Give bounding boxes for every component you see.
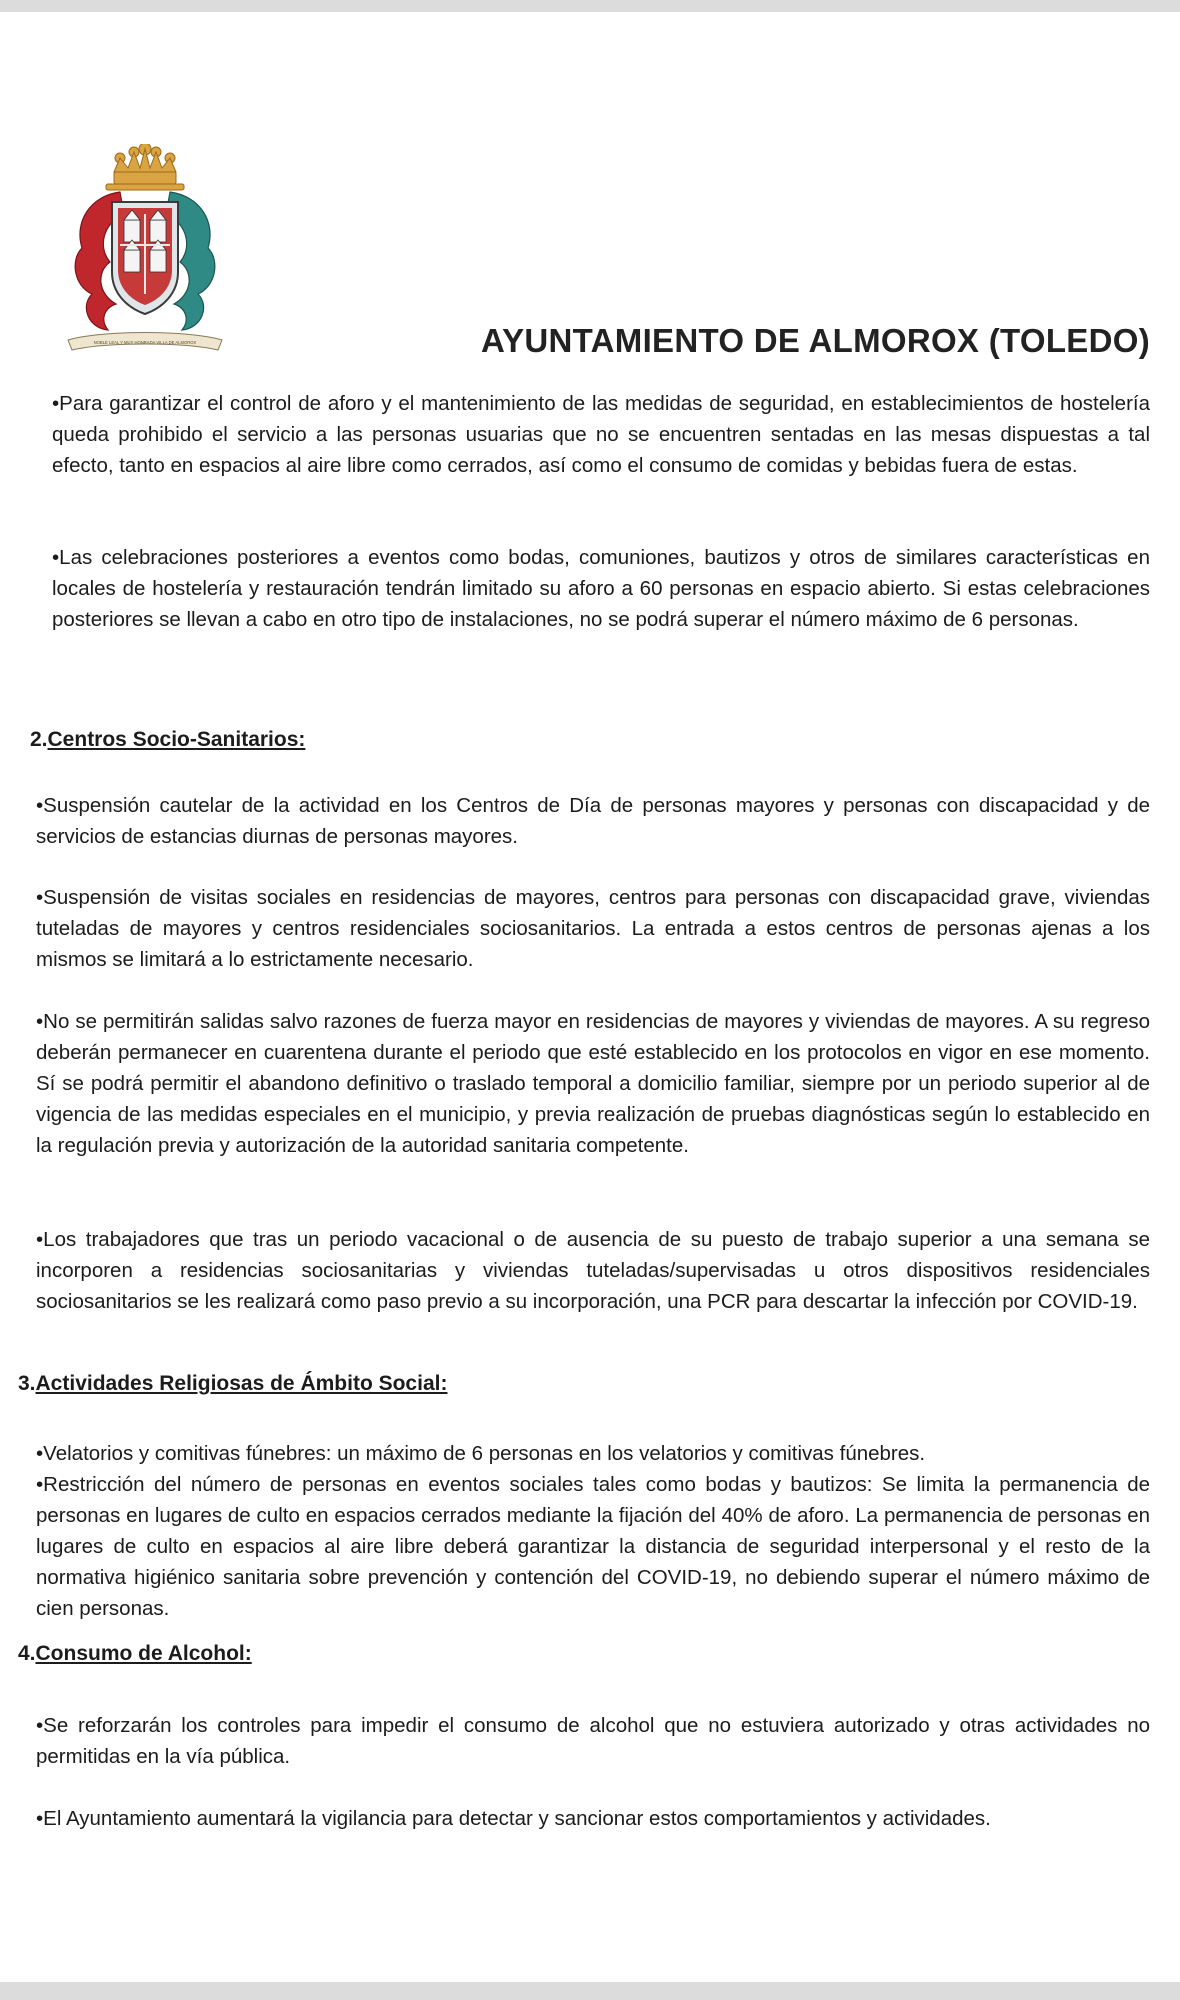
section-item: •Suspensión de visitas sociales en residencias de mayores, centros para personas con discapacidad grave, viviendas tuteladas de mayores y centros residenciales sociosanitarios. La entrada a estos centros de personas ajenas a los mismos se limitará a lo estrictamente necesario. [36,886,1150,971]
section-heading-3 [18,1372,447,1396]
section-item: •Suspensión cautelar de la actividad en los Centros de Día de personas mayores y personas con discapacidad y de servicios de estancias diurnas de personas mayores. [36,794,1150,848]
section-title: Consumo de Alcohol: [35,1642,252,1665]
document-title: AYUNTAMIENTO DE ALMOROX (TOLEDO) [480,322,1150,359]
section-heading-2 [30,728,305,752]
intro-paragraph: •Para garantizar el control de aforo y el mantenimiento de las medidas de seguridad, en establecimientos de hostelería queda prohibido el servicio a las personas usuarias que no se encuentren sentadas en las mesas dispuestas a tal efecto, tanto en espacios al aire libre como cerrados, así como el consumo de comidas y bebidas fuera de estas. [52,392,1150,477]
section-number: 3. [18,1372,36,1395]
section-heading-4 [18,1642,252,1666]
crest-ribbon-text: NOBLE LEAL Y MUY HONRADA VILLA DE ALMOROX [93,340,197,345]
section-number: 4. [18,1642,36,1665]
section-title: Actividades Religiosas de Ámbito Social: [35,1372,448,1395]
intro-paragraph: •Las celebraciones posteriores a eventos como bodas, comuniones, bautizos y otros de similares características en locales de hostelería y restauración tendrán limitado su aforo a 60 personas en espacio abierto. Si estas celebraciones posteriores se llevan a cabo en otro tipo de instalaciones, no se podrá superar el número máximo de 6 personas. [52,546,1150,631]
section-number: 2. [30,728,48,751]
section-item: •El Ayuntamiento aumentará la vigilancia para detectar y sancionar estos comportamientos y actividades. [36,1807,991,1830]
municipal-crest-icon [62,144,228,364]
section-item: •No se permitirán salidas salvo razones de fuerza mayor en residencias de mayores y viviendas de mayores. A su regreso deberán permanecer en cuarentena durante el periodo que esté establecido en los protocolos en vigor en ese momento. Sí se podrá permitir el abandono definitivo o traslado temporal a domicilio familiar, siempre por un periodo superior al de vigencia de las medidas especiales en el municipio, y previa realización de pruebas diagnósticas según lo establecido en la regulación previa y autorización de la autoridad sanitaria competente. [36,1010,1150,1157]
section-item: •Se reforzarán los controles para impedir el consumo de alcohol que no estuviera autorizado y otras actividades no permitidas en la vía pública. [36,1714,1150,1768]
section-item: •Los trabajadores que tras un periodo vacacional o de ausencia de su puesto de trabajo superior a una semana se incorporen a residencias sociosanitarias y viviendas tuteladas/supervisadas u otros dispositivos residenciales sociosanitarios se les realizará como paso previo a su incorporación, una PCR para descartar la infección por COVID-19. [36,1228,1150,1313]
section-title: Centros Socio-Sanitarios: [47,728,306,751]
document-page [0,12,1180,1982]
section-item: •Restricción del número de personas en eventos sociales tales como bodas y bautizos: Se limita la permanencia de personas en lugares de culto en espacios cerrados mediante la fijación del 40% de aforo. La permanencia de personas en lugares de culto en espacios al aire libre deberá garantizar la distancia de seguridad interpersonal y el resto de la normativa higiénico sanitaria sobre prevención y contención del COVID-19, no debiendo superar el número máximo de cien personas. [36,1473,1150,1620]
section-item: •Velatorios y comitivas fúnebres: un máximo de 6 personas en los velatorios y comitivas fúnebres. [36,1442,926,1465]
